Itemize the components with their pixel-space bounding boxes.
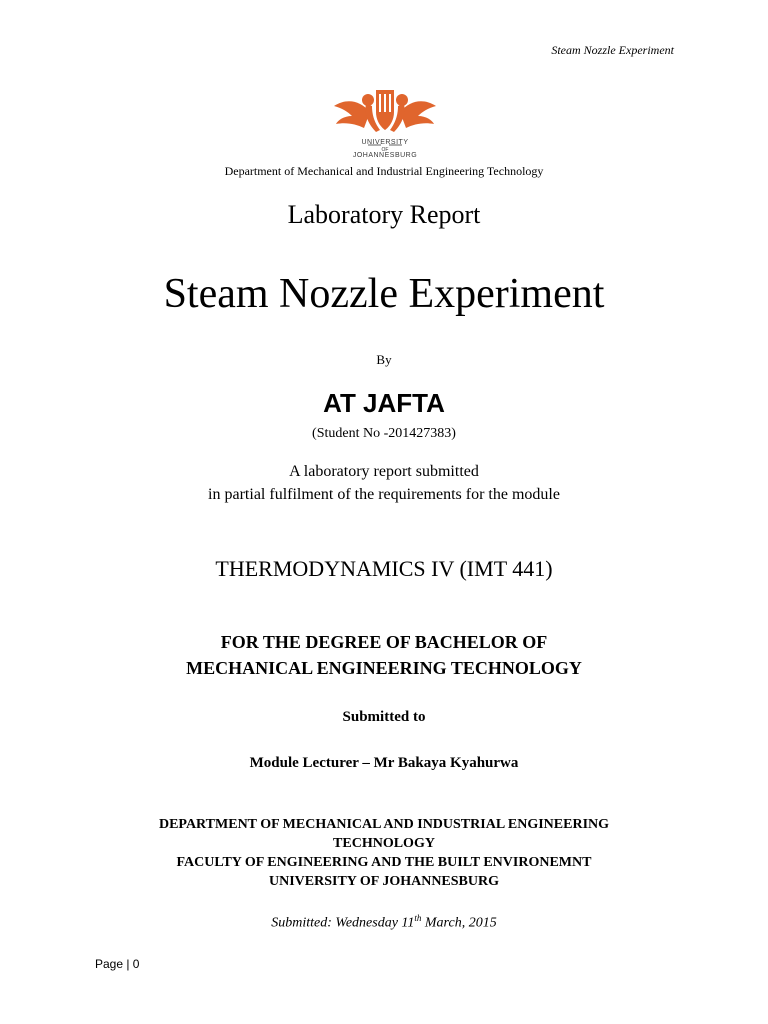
institution-line1: DEPARTMENT OF MECHANICAL AND INDUSTRIAL ENGINEERING: [158, 817, 610, 832]
student-number: (Student No -201427383): [312, 426, 456, 441]
running-header: Steam Nozzle Experiment: [551, 43, 674, 57]
logo-left-wing: [334, 101, 370, 128]
submission-statement-line1: A laboratory report submitted: [289, 463, 479, 480]
logo-text-of: OF: [381, 147, 389, 153]
logo-text-university: UNIVERSITY: [361, 139, 409, 146]
module-lecturer: Module Lecturer – Mr Bakaya Kyahurwa: [249, 755, 519, 771]
logo-right-head: [396, 94, 408, 106]
submission-date-suffix-ordinal: th: [414, 913, 422, 923]
submission-date-prefix: Submitted: Wednesday 11: [271, 915, 415, 931]
page-number: Page | 0: [95, 957, 140, 971]
logo-right-wing: [400, 101, 436, 128]
report-title: Steam Nozzle Experiment: [163, 271, 605, 317]
logo-left-head: [362, 94, 374, 106]
by-label: By: [376, 352, 392, 367]
degree-line2: MECHANICAL ENGINEERING TECHNOLOGY: [186, 658, 582, 678]
submission-date: [0, 913, 768, 932]
institution-line2: TECHNOLOGY: [333, 836, 435, 851]
logo-text-johannesburg: JOHANNESBURG: [352, 152, 418, 159]
submission-date-rest: March, 2015: [421, 915, 497, 931]
institution-line3: FACULTY OF ENGINEERING AND THE BUILT ENVIRONEMNT: [176, 855, 592, 870]
institution-line4: UNIVERSITY OF JOHANNESBURG: [269, 874, 499, 889]
degree-line1: FOR THE DEGREE OF BACHELOR OF: [220, 632, 548, 652]
module-name: THERMODYNAMICS IV (IMT 441): [215, 556, 553, 581]
submitted-to-label: Submitted to: [342, 709, 426, 725]
author-name: AT JAFTA: [323, 388, 445, 418]
department-header: Department of Mechanical and Industrial Engineering Technology: [224, 164, 544, 178]
submission-statement-line2: in partial fulfilment of the requirements for the module: [208, 486, 560, 503]
report-type: Laboratory Report: [287, 200, 481, 229]
